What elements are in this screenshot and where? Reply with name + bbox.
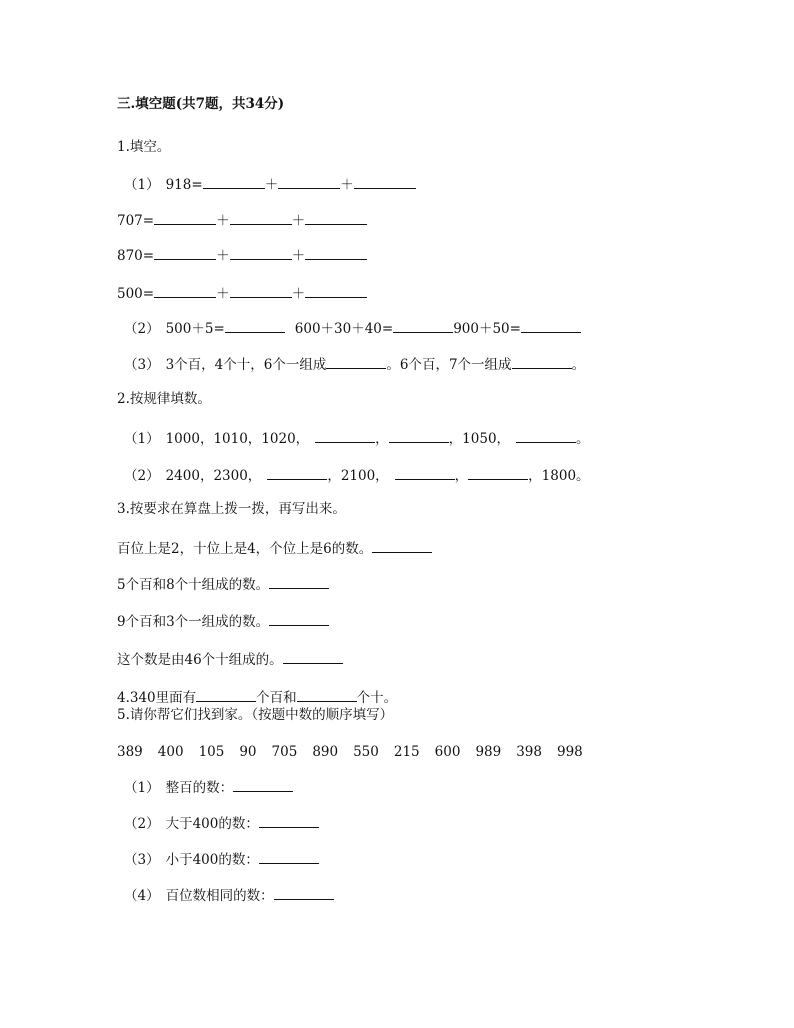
sequence-value: 2100， — [340, 468, 389, 484]
q4-text: 个百和 — [256, 690, 297, 706]
answer-blank[interactable] — [196, 687, 256, 702]
answer-blank[interactable] — [154, 245, 216, 260]
answer-blank[interactable] — [225, 318, 285, 333]
q1-line-1-left: 918= — [165, 177, 203, 193]
answer-blank[interactable] — [393, 318, 453, 333]
answer-blank[interactable] — [395, 465, 455, 480]
q3-item-3 — [117, 611, 329, 631]
q1-part1-label: （1） — [124, 177, 160, 193]
answer-blank[interactable] — [203, 174, 265, 189]
q2-part2-label: （2） — [124, 468, 160, 484]
answer-blank[interactable] — [372, 538, 432, 553]
q3-item-text: 百位上是2，十位上是4，个位上是6的数。 — [117, 541, 373, 557]
answer-blank[interactable] — [259, 849, 319, 864]
number-item: 989 — [475, 744, 502, 760]
answer-blank[interactable] — [283, 649, 343, 664]
answer-blank[interactable] — [278, 174, 340, 189]
q5-title: 5.请你帮它们找到家。（按题中数的顺序填写） — [117, 707, 394, 723]
number-item: 398 — [516, 744, 542, 760]
sequence-value: 2300， — [213, 468, 262, 484]
number-item: 890 — [312, 744, 339, 760]
answer-blank[interactable] — [154, 210, 216, 225]
q3-title: 3.按要求在算盘上拨一拨，再写出来。 — [117, 501, 346, 517]
answer-blank[interactable] — [326, 354, 386, 369]
answer-blank[interactable] — [259, 813, 319, 828]
q2-part2 — [124, 465, 590, 485]
q5-part-2 — [124, 813, 319, 833]
comma: ， — [327, 468, 341, 484]
answer-blank[interactable] — [305, 210, 367, 225]
answer-blank[interactable] — [274, 885, 334, 900]
q4-text: 4.340里面有 — [117, 690, 197, 706]
plus-sign: ＋ — [291, 213, 306, 229]
q3-item-1 — [117, 538, 432, 558]
number-item: 90 — [239, 744, 257, 760]
q3-item-text: 5个百和8个十组成的数。 — [117, 577, 270, 593]
plus-sign: ＋ — [291, 248, 306, 264]
q5-part-text: 大于400的数： — [165, 816, 259, 832]
answer-blank[interactable] — [389, 428, 449, 443]
number-item: 215 — [393, 744, 420, 760]
answer-blank[interactable] — [468, 465, 528, 480]
q1-line-4-left: 500= — [117, 286, 155, 302]
answer-blank[interactable] — [354, 174, 416, 189]
q1-part3-text: 3个百，4个十，6个一组成 — [165, 357, 327, 373]
answer-blank[interactable] — [267, 465, 327, 480]
plus-sign: ＋ — [340, 177, 354, 193]
q5-part-label: （1） — [124, 780, 160, 796]
sequence-value: 1000， — [165, 431, 214, 447]
answer-blank[interactable] — [233, 777, 293, 792]
answer-blank[interactable] — [154, 283, 216, 298]
plus-sign: ＋ — [216, 286, 230, 302]
q5-part-label: （4） — [124, 888, 160, 904]
answer-blank[interactable] — [315, 428, 375, 443]
q5-part-text: 小于400的数： — [165, 852, 259, 868]
answer-blank[interactable] — [516, 428, 576, 443]
comma: ， — [375, 431, 389, 447]
period: 。 — [576, 431, 590, 447]
number-item: 550 — [353, 744, 379, 760]
answer-blank[interactable] — [230, 245, 292, 260]
q1-part2-expr: 900＋50= — [453, 321, 521, 337]
q1-part3 — [124, 354, 585, 374]
plus-sign: ＋ — [291, 286, 306, 302]
sequence-value: 1020， — [261, 431, 310, 447]
answer-blank[interactable] — [305, 283, 367, 298]
plus-sign: ＋ — [216, 248, 230, 264]
q3-item-2 — [117, 574, 329, 594]
q5-part-text: 整百的数： — [165, 780, 234, 796]
q1-part3-text: 6个百，7个一组成 — [399, 357, 512, 373]
punctuation: 。 — [386, 357, 400, 373]
q1-part3-label: （3） — [124, 357, 160, 373]
plus-sign: ＋ — [264, 177, 279, 193]
q1-line-4 — [117, 283, 367, 303]
answer-blank[interactable] — [230, 210, 292, 225]
answer-blank[interactable] — [305, 245, 367, 260]
q5-part-4 — [124, 885, 334, 905]
section-title: 三.填空题(共7题，共34分) — [117, 96, 285, 112]
q5-number-list — [117, 743, 583, 761]
q1-line-3-left: 870= — [117, 248, 155, 264]
q4-line — [117, 687, 397, 707]
answer-blank[interactable] — [230, 283, 292, 298]
q5-part-label: （3） — [124, 852, 160, 868]
answer-blank[interactable] — [521, 318, 581, 333]
q1-part2-expr: 500＋5= — [165, 321, 225, 337]
q3-item-text: 这个数是由46个十组成的。 — [117, 652, 283, 668]
q5-part-label: （2） — [124, 816, 160, 832]
q1-part2-label: （2） — [124, 321, 160, 337]
comma: ， — [528, 468, 542, 484]
q1-line-1 — [124, 174, 416, 194]
answer-blank[interactable] — [512, 354, 572, 369]
q1-part2 — [124, 318, 581, 338]
q1-line-3 — [117, 245, 367, 265]
number-item: 389 — [117, 744, 143, 760]
q1-line-2 — [117, 210, 367, 230]
sequence-value: 1800。 — [541, 468, 590, 484]
comma: ， — [448, 431, 463, 447]
number-item: 998 — [557, 744, 583, 760]
plus-sign: ＋ — [216, 213, 230, 229]
q5-part-1 — [124, 777, 293, 797]
q3-item-4 — [117, 649, 343, 669]
q1-line-2-left: 707= — [117, 213, 155, 229]
answer-blank[interactable] — [297, 687, 357, 702]
q3-item-text: 9个百和3个一组成的数。 — [117, 614, 270, 630]
answer-blank[interactable] — [269, 611, 329, 626]
sequence-value: 2400， — [165, 468, 214, 484]
q1-part2-expr: 600＋30＋40= — [294, 321, 394, 337]
q1-title: 1.填空。 — [117, 139, 171, 155]
q4-text: 个十。 — [356, 690, 398, 706]
number-item: 105 — [198, 744, 225, 760]
number-item: 600 — [434, 744, 461, 760]
sequence-value: 1010， — [213, 431, 262, 447]
answer-blank[interactable] — [269, 574, 329, 589]
q5-part-3 — [124, 849, 319, 869]
comma: ， — [454, 468, 469, 484]
q2-title: 2.按规律填数。 — [117, 391, 211, 407]
sequence-value: 1050， — [462, 431, 511, 447]
punctuation: 。 — [571, 357, 586, 373]
q5-part-text: 百位数相同的数： — [165, 888, 274, 904]
number-item: 400 — [157, 744, 184, 760]
number-item: 705 — [271, 744, 298, 760]
q2-part1 — [124, 428, 590, 448]
q2-part1-label: （1） — [124, 431, 160, 447]
